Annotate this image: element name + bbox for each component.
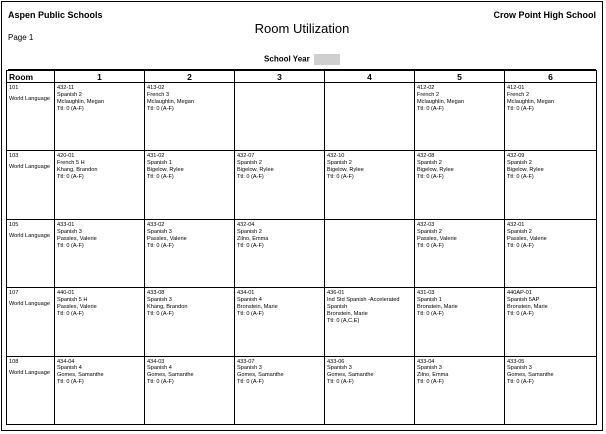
room-cell [7,83,55,151]
section-info [415,288,504,318]
section-line: Khang, Brandon [57,167,98,174]
schedule-cell [145,219,235,287]
section-line: Ttl: 0 (A-F) [417,242,444,249]
section-line: 432-09 [507,153,525,160]
section-line: 433-07 [237,358,255,365]
schedule-cell [235,288,325,356]
section-line: Ttl: 0 (A-F) [507,379,534,386]
schedule-cell [415,151,505,219]
section-line: 432-07 [237,153,255,160]
section-line: 432-11 [57,85,75,91]
table-header-row [7,71,597,83]
section-line: Bigelow, Rylee [417,167,454,174]
section-line: Zilno, Emma [417,372,449,379]
section-line: Ttl: 0 (A-F) [57,379,84,386]
room-department: World Language [9,164,50,171]
schedule-cell [235,356,325,424]
section-line: 432-04 [237,221,255,228]
section-line: Ind Std Spanish -Accelerated [327,297,400,304]
room-number: 103 [9,153,19,160]
section-line: 432-01 [507,221,525,228]
section-info [145,357,234,387]
schedule-cell [55,219,145,287]
section-line: Spanish 3 [237,365,262,372]
section-info [505,288,596,318]
schedule-cell [325,151,415,219]
section-line: Mclaughlin, Megan [147,98,194,105]
col-header-period: 6 [505,71,597,83]
section-info [55,288,144,318]
section-line: French 3 [147,91,170,98]
col-header-room: Room [7,71,55,83]
schedule-cell [145,151,235,219]
section-info [55,357,144,387]
schedule-cell [325,356,415,424]
section-line: Bronstein, Marie [327,310,368,317]
section-line: French 2 [417,91,440,98]
schedule-cell [55,356,145,424]
schedule-cell [145,288,235,356]
section-info [505,83,596,113]
section-line: Bigelow, Rylee [507,167,544,174]
schedule-cell [145,356,235,424]
section-info [235,288,324,318]
table-row [7,83,597,151]
section-line: Ttl: 0 (A-F) [417,379,444,386]
section-info [415,357,504,387]
school-name: Crow Point High School [493,10,596,20]
section-line: Bigelow, Rylee [147,167,184,174]
section-line: 433-01 [57,221,75,228]
room-utilization-table [6,70,597,425]
section-line: Ttl: 0 (A-F) [507,242,534,249]
section-info [145,83,234,113]
section-line: Ttl: 0 (A-F) [147,105,174,112]
school-year [2,54,602,65]
room-cell [7,356,55,424]
section-line: Bronstein, Marie [237,303,278,310]
section-line: Gomes, Samanthe [507,372,554,379]
col-header-period: 4 [325,71,415,83]
section-info [55,83,144,113]
section-line: Ttl: 0 (A-F) [237,174,264,181]
section-line: 432-08 [417,153,435,160]
section-info [55,151,144,181]
col-header-period: 5 [415,71,505,83]
section-line: Gomes, Samanthe [327,372,374,379]
section-info [505,220,596,250]
section-line: Ttl: 0 (A-F) [417,105,444,112]
school-year-label: School Year [264,54,310,64]
section-info [145,220,234,250]
section-line: Spanish 2 [57,91,82,98]
page-number: Page 1 [8,33,34,42]
section-line: 433-04 [417,358,435,365]
section-line: 412-02 [417,85,435,91]
section-line: Spanish 1 [147,160,172,167]
section-line: Spanish 3 [57,228,82,235]
section-line: Mclaughlin, Megan [417,98,464,105]
section-info [325,357,414,387]
section-line: Spanish 5AP [507,297,540,304]
schedule-cell [505,151,597,219]
table-row [7,151,597,219]
section-line: Ttl: 0 (A-F) [417,174,444,181]
section-info [235,151,324,181]
section-line: 434-03 [147,358,165,365]
section-line: 432-10 [327,153,345,160]
section-info [325,83,414,85]
section-line: 413-02 [147,85,165,91]
section-info [415,151,504,181]
table-row [7,356,597,424]
section-line: 436-01 [327,290,345,297]
section-line: Gomes, Samanthe [147,372,194,379]
section-line: Passles, Valerie [57,303,97,310]
section-line: Passles, Valerie [147,235,187,242]
section-line: 431-03 [417,290,435,297]
org-name: Aspen Public Schools [8,10,103,20]
section-line: Spanish 4 [57,365,82,372]
section-line: 434-04 [57,358,75,365]
room-cell [7,219,55,287]
section-info [235,357,324,387]
section-line: Mclaughlin, Megan [57,98,104,105]
section-line: Spanish 2 [417,160,442,167]
section-line: Spanish 4 [147,365,172,372]
room-department: World Language [9,232,50,239]
section-line: Bronstein, Marie [417,303,458,310]
room-cell [7,151,55,219]
section-line: Ttl: 0 (A-F) [507,174,534,181]
room-department: World Language [9,369,50,376]
table-row [7,219,597,287]
section-line: 433-05 [507,358,525,365]
section-line: Ttl: 0 (A-F) [237,379,264,386]
schedule-cell [55,83,145,151]
section-line: Passles, Valerie [417,235,457,242]
section-line: Ttl: 0 (A-F) [57,242,84,249]
section-line: 431-02 [147,153,165,160]
section-info [505,357,596,387]
section-info [235,83,324,85]
report-title: Room Utilization [254,21,350,36]
section-line: Spanish 3 [327,365,352,372]
section-line: Ttl: 0 (A-F) [327,379,354,386]
schedule-cell [505,356,597,424]
room-cell [7,288,55,356]
room-number: 107 [9,290,19,297]
section-line: Spanish 2 [417,228,442,235]
section-line: Ttl: 0 (A-F) [417,310,444,317]
section-line: Ttl: 0 (A-F) [147,174,174,181]
schedule-cell [145,83,235,151]
section-line: Bigelow, Rylee [327,167,364,174]
room-number: 101 [9,85,19,91]
section-info [415,220,504,250]
section-line: Ttl: 0 (A-F) [507,310,534,317]
schedule-cell [415,288,505,356]
section-line: Gomes, Samanthe [57,372,104,379]
section-info [505,151,596,181]
section-line: Mclaughlin, Megan [507,98,554,105]
section-line: Ttl: 0 (A-F) [57,174,84,181]
schedule-cell [505,83,597,151]
section-info [325,151,414,181]
section-line: Spanish 2 [237,160,262,167]
section-line: Passles, Valerie [507,235,547,242]
schedule-cell [235,83,325,151]
schedule-cell [55,288,145,356]
section-line: Ttl: 0 (A-F) [237,242,264,249]
schedule-cell [505,288,597,356]
section-line: 420-01 [57,153,75,160]
col-header-period: 1 [55,71,145,83]
schedule-cell [505,219,597,287]
section-info [325,220,414,222]
section-line: Spanish 3 [147,228,172,235]
section-info [145,288,234,318]
section-line: Spanish 4 [237,297,262,304]
section-line: Spanish 3 [417,365,442,372]
section-line: French 2 [507,91,530,98]
section-line: Ttl: 0 (A-F) [507,105,534,112]
school-year-value-redacted [314,54,340,65]
section-line: Khang, Brandon [147,303,188,310]
section-line: Spanish 3 [147,297,172,304]
section-line: Passles, Valerie [57,235,97,242]
table-row [7,288,597,356]
section-line: Zilno, Emma [237,235,269,242]
schedule-cell [415,83,505,151]
section-line: 412-01 [507,85,525,91]
col-header-period: 3 [235,71,325,83]
section-line: Ttl: 0 (A-F) [327,174,354,181]
section-line: Ttl: 0 (A-F) [147,242,174,249]
room-number: 105 [9,221,19,228]
section-line: Ttl: 0 (A-F) [147,379,174,386]
schedule-cell [235,219,325,287]
section-info [235,220,324,250]
section-line: Bronstein, Marie [507,303,548,310]
section-info [145,151,234,181]
section-line: French 5 H [57,160,85,167]
section-line: Spanish 1 [417,297,442,304]
section-line: Spanish 2 [327,160,352,167]
section-line: Spanish [327,303,348,310]
section-line: 433-08 [147,290,165,297]
room-department: World Language [9,96,50,102]
section-line: Ttl: 0 (A-F) [237,310,264,317]
section-line: Spanish 5 H [57,297,88,304]
section-info [325,288,414,325]
section-line: 433-02 [147,221,165,228]
room-number: 108 [9,358,19,365]
section-line: Gomes, Samanthe [237,372,284,379]
section-line: Bigelow, Rylee [237,167,274,174]
schedule-cell [415,356,505,424]
schedule-cell [415,219,505,287]
section-line: Ttl: 0 (A-F) [57,310,84,317]
schedule-cell [325,288,415,356]
section-line: Spanish 2 [237,228,262,235]
section-line: Spanish 3 [507,365,532,372]
schedule-cell [235,151,325,219]
section-line: 432-03 [417,221,435,228]
section-info [415,83,504,113]
section-line: 433-06 [327,358,345,365]
section-line: Spanish 2 [507,160,532,167]
section-line: 434-01 [237,290,255,297]
section-line: 440-01 [57,290,75,297]
section-line: Ttl: 0 (A,C,E) [327,317,360,324]
section-line: Ttl: 0 (A-F) [57,105,84,112]
schedule-cell [325,83,415,151]
section-info [55,220,144,250]
section-line: Spanish 2 [507,228,532,235]
col-header-period: 2 [145,71,235,83]
room-department: World Language [9,301,50,308]
schedule-cell [55,151,145,219]
section-line: 440AP-01 [507,290,532,297]
schedule-cell [325,219,415,287]
section-line: Ttl: 0 (A-F) [147,310,174,317]
